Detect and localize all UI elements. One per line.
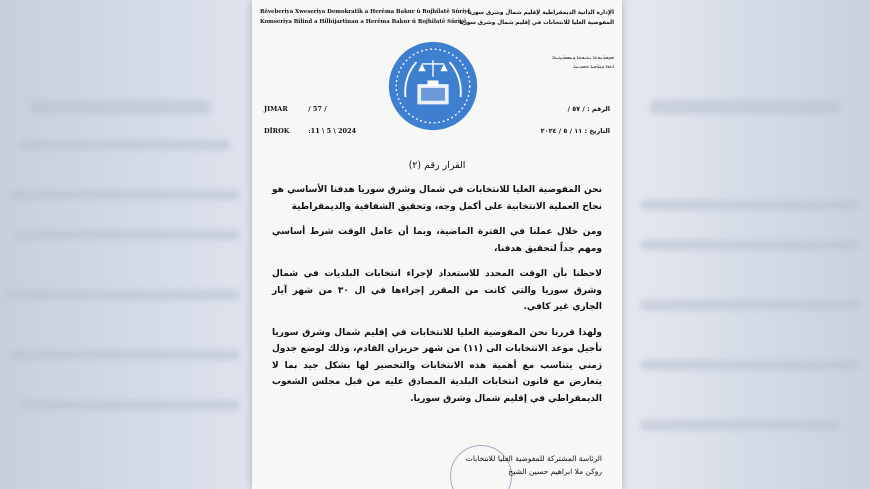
blurred-left-block — [20, 140, 230, 150]
header-syriac-line2: ܐܬܪܐ ܕܓܪܒܝܐ ܘܡܕܢܚܐ — [573, 64, 614, 70]
raqm-label: الرقم : — [587, 105, 610, 113]
raqm-value: / ٥٧ / — [567, 105, 585, 113]
reference-kurdish — [264, 98, 384, 142]
tarikh-value: ١١ / ٥ / ٢٠٢٤ — [540, 127, 583, 135]
blurred-right-block — [640, 200, 860, 210]
dirok-label: DÎROK — [264, 127, 290, 135]
signature-block — [382, 452, 602, 478]
paragraph: لاحظنا بأن الوقت المحدد للاستعداد لإجراء انتخابات البلديات في شمال وشرق سوريا والتي كانت من المقرر إجراءها في ال ٣٠ من شهر آيار الجاري غير كافي. — [272, 269, 602, 312]
header-kurdish-line1: Rêveberiya Xweseriya Demokratîk a Herêma Bakur û Rojhilatê Sûriyê — [260, 9, 471, 15]
paragraph: نحن المفوضية العليا للانتخابات في شمال وشرق سوريا هدفنا الأساسي هو نجاح العملية الانتخابية على أكمل وجه، وتحقيق الشفافية والديمقراطية — [272, 185, 602, 212]
tarikh-label: التاريخ : — [584, 127, 610, 135]
header-arabic — [424, 8, 614, 28]
header-arabic-line1: الإدارة الذاتية الديمقراطية لإقليم شمال وشرق سوريا — [467, 10, 614, 16]
header-kurdish-line2: Komseriya Bilind a Hilbijartinan a Herêma Bakur û Rojhilatê Sûriyê — [260, 18, 467, 25]
blurred-right-block — [640, 420, 840, 430]
blurred-right-block — [640, 240, 860, 250]
blurred-left-block — [5, 290, 240, 300]
reference-arabic — [500, 98, 610, 142]
signature-title: الرئاسة المشتركة للمفوضية العليا للانتخابات — [465, 454, 602, 463]
blurred-left-block — [10, 350, 240, 360]
decision-document — [252, 0, 622, 489]
decision-body — [272, 182, 602, 416]
header-syriac-line1: ܡܕܒܪܢܘܬܐ ܝܬܝܒܬܐ ܕܝܡܩܪܛܝܬܐ — [552, 55, 614, 61]
blurred-left-block — [20, 400, 240, 410]
signature-names: روكن ملا ابراهيم حسين الشيخ — [508, 467, 602, 476]
blurred-left-block — [10, 190, 240, 200]
blurred-right-block — [640, 360, 860, 370]
decision-title: القرار رقم (٢) — [408, 160, 466, 171]
dirok-value: :11 \ 5 \ 2024 — [308, 127, 357, 135]
header-syriac — [552, 54, 614, 72]
blurred-right-block — [650, 100, 840, 114]
paragraph: ولهذا قررنا نحن المفوضية العليا للانتخابات في إقليم شمال وشرق سوريا تأجيل موعد الانتخابات الى (١١) من شهر حزيران القادم، وذلك لوضع جدول زمني يتناسب مع أهمية هذه الانتخابات والتحضير لها بشكل جيد بما لا يتعارض مع قانون انتخابات البلدية المصادق عليه من قبل مجلس الشعوب الديمقراطي في إقليم شمال وشرق سوريا. — [272, 327, 602, 404]
blurred-right-block — [640, 300, 860, 310]
commission-logo — [387, 40, 479, 132]
blurred-left-block — [30, 100, 210, 114]
paragraph: ومن خلال عملنا في الفترة الماضية، وبما أن عامل الوقت شرط أساسي ومهم جداً لتحقيق هدفنا، — [272, 227, 602, 254]
blurred-left-block — [15, 230, 240, 240]
jimar-value: / 57 / — [308, 105, 327, 113]
header-arabic-line2: المفوضية العليا للانتخابات في إقليم شمال وشرق سوريا — [459, 20, 614, 26]
jimar-label: JIMAR — [264, 105, 288, 113]
